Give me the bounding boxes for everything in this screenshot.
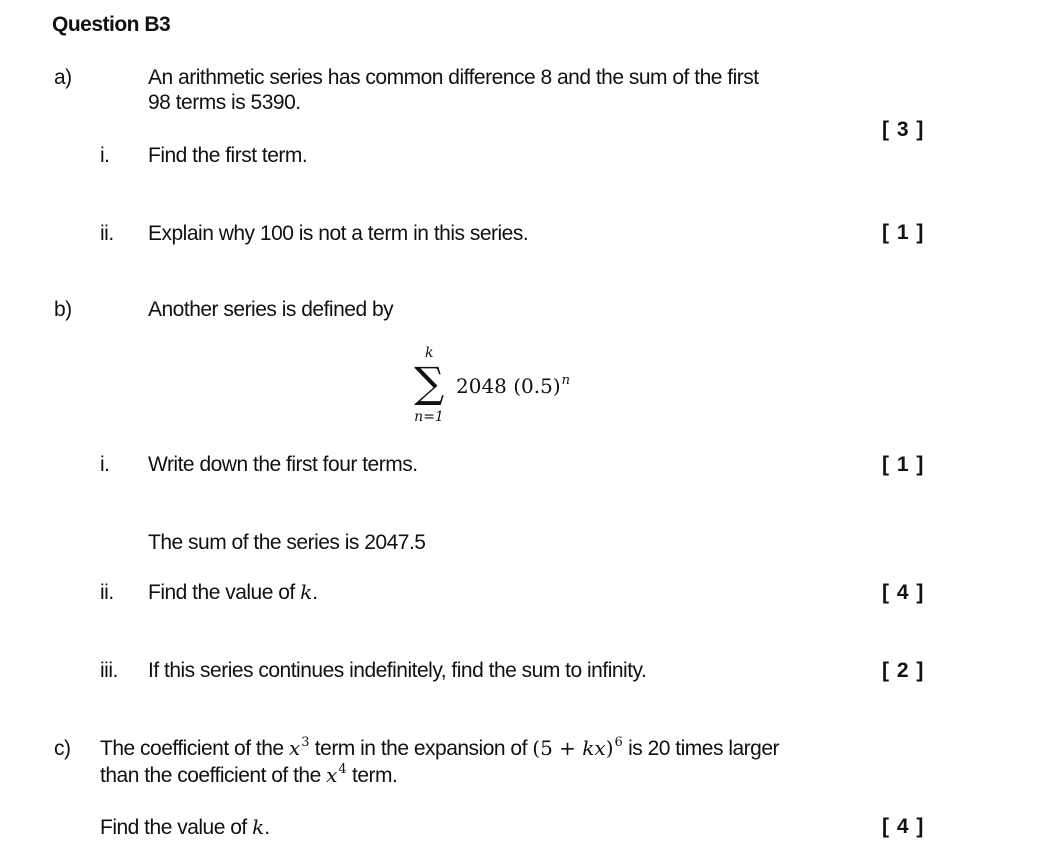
part-b-ii-marks: [ 4 ] <box>882 581 925 604</box>
part-c-line2-a: than the coefficient of the <box>100 764 327 787</box>
part-b-iii-marks: [ 2 ] <box>882 659 925 682</box>
summation-expression <box>405 346 453 428</box>
part-c-line1-a: The coefficient of the <box>100 737 289 760</box>
part-c-find-prefix: Find the value of <box>100 816 253 839</box>
part-c-line2 <box>100 762 398 787</box>
part-b-i-marks: [ 1 ] <box>882 453 925 476</box>
part-a-i-text: Find the first term. <box>148 144 308 167</box>
summation-body <box>456 373 571 398</box>
part-c-x4-exp: 4 <box>338 762 347 777</box>
part-b-i-text: Write down the first four terms. <box>148 453 418 476</box>
part-b-iii-text: If this series continues indefinitely, find the sum to infinity. <box>148 659 647 682</box>
part-b-ii-prefix: Find the value of <box>148 581 301 604</box>
part-c-label: c) <box>54 737 71 760</box>
part-a-stem-line2: 98 terms is 5390. <box>148 91 301 114</box>
part-b-iii-label: iii. <box>100 659 118 682</box>
summation-coefficient: 2048 (0.5) <box>456 374 561 398</box>
part-c-line2-b: term. <box>346 764 398 787</box>
part-b-sum-statement: The sum of the series is 2047.5 <box>148 531 426 554</box>
part-c-x4: x <box>326 763 338 787</box>
part-a-i-label: i. <box>100 144 110 167</box>
summation-sigma: ∑ <box>414 358 444 407</box>
part-b-stem: Another series is defined by <box>148 298 394 321</box>
part-c-x-exp: 3 <box>301 735 310 750</box>
part-a-ii-label: ii. <box>100 222 114 245</box>
part-c-paren-close: ) <box>605 736 614 760</box>
part-a-i-marks: [ 3 ] <box>882 118 925 141</box>
part-a-ii-text: Explain why 100 is not a term in this series. <box>148 222 529 245</box>
part-c-find <box>100 817 270 838</box>
part-b-i-label: i. <box>100 453 110 476</box>
part-c-find-var: k <box>252 815 265 839</box>
part-c-x: x <box>288 736 301 760</box>
part-c-line1 <box>100 735 780 760</box>
question-title: Question B3 <box>52 13 171 36</box>
summation-exponent: n <box>561 373 571 388</box>
part-c-paren-open: (5 + <box>532 736 583 760</box>
part-b-ii-var: k <box>300 580 313 604</box>
part-c-find-end: . <box>264 816 270 839</box>
part-c-line1-c: is 20 times larger <box>622 737 780 760</box>
part-a-label: a) <box>54 66 72 89</box>
part-b-ii-end: . <box>312 581 318 604</box>
part-a-ii-marks: [ 1 ] <box>882 221 925 244</box>
summation-upper-limit: k <box>425 345 433 361</box>
part-c-marks: [ 4 ] <box>882 815 925 838</box>
summation-lower-limit: n=1 <box>414 409 444 425</box>
part-b-ii-text <box>148 582 318 603</box>
part-b-ii-label: ii. <box>100 581 114 604</box>
part-c-line1-b: term in the expansion of <box>309 737 533 760</box>
part-b-label: b) <box>54 298 72 321</box>
part-a-stem-line1: An arithmetic series has common difference 8 and the sum of the first <box>148 66 759 89</box>
part-c-power: 6 <box>614 735 623 750</box>
part-c-kx: kx <box>582 736 606 760</box>
